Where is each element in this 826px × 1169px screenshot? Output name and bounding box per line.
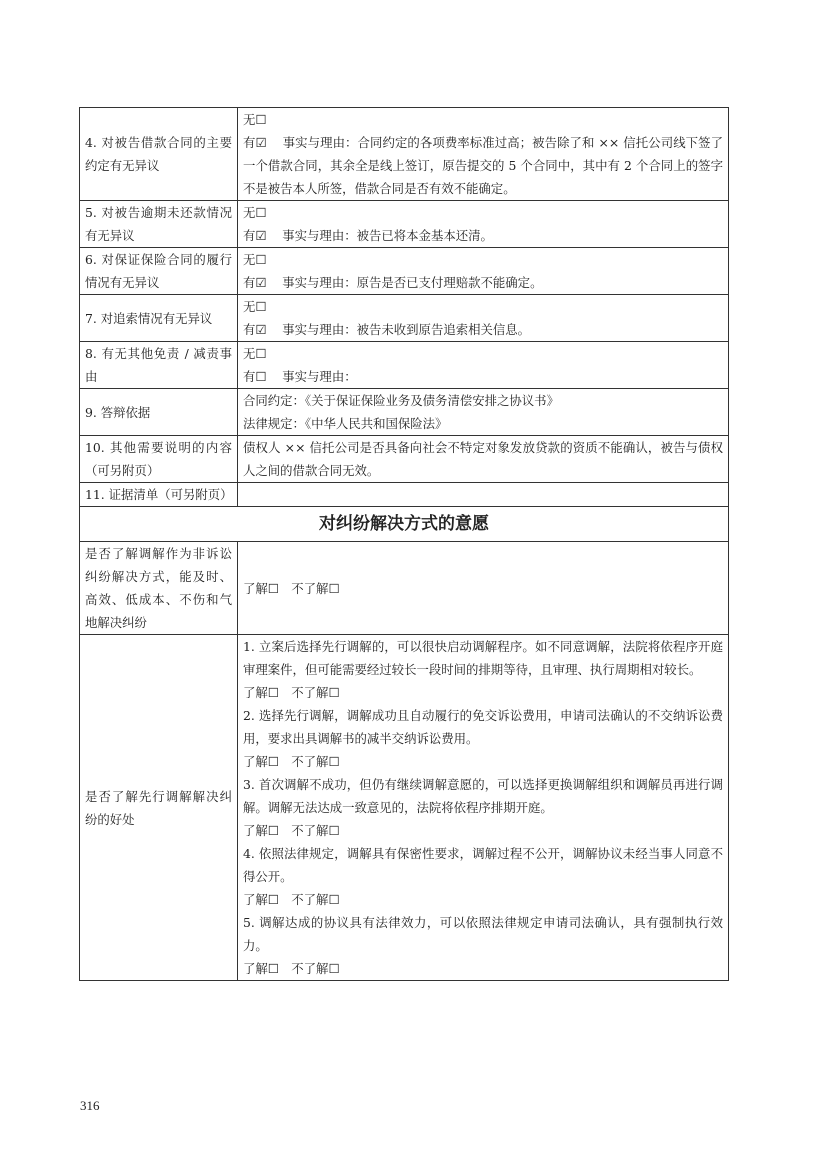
table-row [80,483,729,507]
answer-cell [238,389,729,436]
contract-basis: 合同约定：《关于保证保险业务及债务清偿安排之协议书》 [243,393,559,408]
option-yes[interactable]: 有☐ [243,369,267,384]
table-row [80,201,729,248]
option-none[interactable]: 无☐ [243,299,267,314]
understand-options[interactable]: 了解☐ 不了解☐ [243,892,340,907]
reason-label: 事实与理由： [282,275,357,290]
answer-cell [238,295,729,342]
table-row [80,295,729,342]
option-none[interactable]: 无☐ [243,205,267,220]
question-cell: 7. 对追索情况有无异议 [80,295,238,342]
option-yes[interactable]: 有☑ [243,275,267,290]
question-cell: 4. 对被告借款合同的主要约定有无异议 [80,108,238,201]
reason-label: 事实与理由： [282,322,357,337]
reason-label: 事实与理由： [282,135,358,150]
benefit-text: 1. 立案后选择先行调解的，可以很快启动调解程序。如不同意调解，法院将依程序开庭审理案件，但可能需要经过较长一段时间的排期等待，且审理、执行周期相对较长。 [243,639,723,677]
page-number: 316 [80,1098,100,1113]
benefit-text: 4. 依照法律规定，调解具有保密性要求，调解过程不公开，调解协议未经当事人同意不得公开。 [243,846,723,884]
response-form-table [79,107,729,981]
question-cell: 6. 对保证保险合同的履行情况有无异议 [80,248,238,295]
reason-text: 合同约定的各项费率标准过高；被告除了和 ×× 信托公司线下签了一个借款合同，其余全是线上签订，原告提交的 5 个合同中，其中有 2 个合同上的签字不是被告本人所签，借款合同是否有效不能确定。 [243,135,724,196]
question-cell: 10. 其他需要说明的内容（可另附页） [80,436,238,483]
answer-cell [238,201,729,248]
option-none[interactable]: 无☐ [243,346,267,361]
answer-cell [238,248,729,295]
option-yes[interactable]: 有☑ [243,135,267,150]
reason-label: 事实与理由： [282,369,357,384]
understand-options[interactable]: 了解☐ 不了解☐ [243,961,340,976]
question-cell: 11. 证据清单（可另附页） [80,483,238,507]
understand-options[interactable]: 了解☐ 不了解☐ [243,685,340,700]
benefit-text: 2. 选择先行调解，调解成功且自动履行的免交诉讼费用，申请司法确认的不交纳诉讼费用，要求出具调解书的减半交纳诉讼费用。 [243,708,723,746]
table-row [80,542,729,635]
question-cell: 8. 有无其他免责 / 减责事由 [80,342,238,389]
reason-text: 被告已将本金基本还清。 [356,228,493,243]
table-row [80,108,729,201]
question-cell: 是否了解先行调解解决纠纷的好处 [80,635,238,981]
benefit-text: 5. 调解达成的协议具有法律效力，可以依照法律规定申请司法确认，具有强制执行效力。 [243,915,723,953]
answer-cell [238,108,729,201]
table-row [80,436,729,483]
option-none[interactable]: 无☐ [243,252,267,267]
benefit-text: 3. 首次调解不成功，但仍有继续调解意愿的，可以选择更换调解组织和调解员再进行调解。调解无法达成一致意见的，法院将依程序排期开庭。 [243,777,723,815]
understand-options[interactable]: 了解☐ 不了解☐ [243,754,340,769]
reason-text: 原告是否已支付理赔款不能确定。 [356,275,543,290]
understand-options[interactable]: 了解☐ 不了解☐ [243,580,340,596]
table-row [80,248,729,295]
table-row [80,635,729,981]
option-yes[interactable]: 有☑ [243,322,267,337]
answer-cell [238,436,729,483]
evidence-answer-cell[interactable] [238,483,729,507]
table-row [80,507,729,542]
answer-cell [238,342,729,389]
other-notes-text: 债权人 ×× 信托公司是否具备向社会不特定对象发放贷款的资质不能确认，被告与债权人之间的借款合同无效。 [243,440,723,478]
question-cell: 是否了解调解作为非诉讼纠纷解决方式，能及时、高效、低成本、不伤和气地解决纠纷 [80,542,238,635]
law-basis: 法律规定：《中华人民共和国保险法》 [243,416,448,431]
table-row [80,389,729,436]
answer-cell [238,635,729,981]
question-cell: 5. 对被告逾期未还款情况有无异议 [80,201,238,248]
answer-cell [238,542,729,635]
question-cell: 9. 答辩依据 [80,389,238,436]
reason-label: 事实与理由： [282,228,357,243]
option-yes[interactable]: 有☑ [243,228,267,243]
option-none[interactable]: 无☐ [243,112,267,127]
section-title: 对纠纷解决方式的意愿 [80,507,729,542]
reason-text: 被告未收到原告追索相关信息。 [356,322,531,337]
table-row [80,342,729,389]
understand-options[interactable]: 了解☐ 不了解☐ [243,823,340,838]
